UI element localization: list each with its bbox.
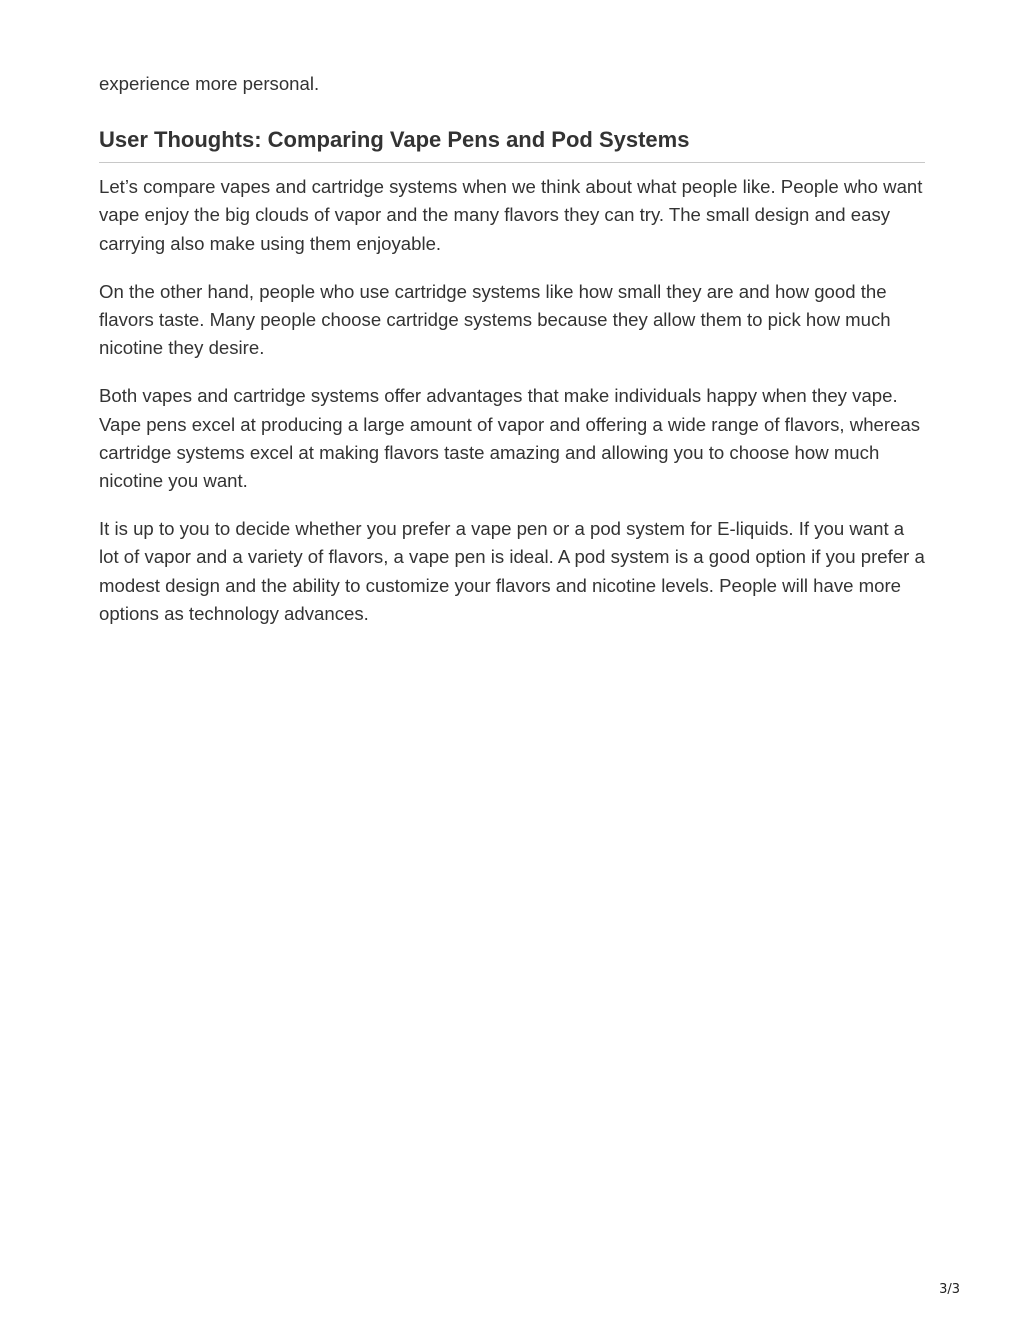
section-body: [99, 163, 925, 628]
document-page: [99, 70, 925, 648]
body-paragraph: Both vapes and cartridge systems offer advantages that make individuals happy when they vape. Vape pens excel at producing a large amount of vapor and offering a wide range of flavors, whereas cartridge systems excel at making flavors taste amazing and allowing you to choose how much nicotine you want.: [99, 385, 921, 492]
body-paragraph: On the other hand, people who use cartridge systems like how small they are and how good the flavors taste. Many people choose cartridge systems because they allow them to pick how much nicotine they desire.: [99, 280, 891, 359]
section-heading: User Thoughts: Comparing Vape Pens and Pod Systems: [99, 126, 925, 163]
body-paragraph: Let’s compare vapes and cartridge systems when we think about what people like. People who want vape enjoy the big clouds of vapor and the many flavors they can try. The small design and easy carrying also make using them enjoyable.: [99, 176, 923, 254]
body-paragraph: It is up to you to decide whether you prefer a vape pen or a pod system for E-liquids. If you want a lot of vapor and a variety of flavors, a vape pen is ideal. A pod system is a good option if you prefer a modest design and the ability to customize your flavors and nicotine levels. People will have more options as technology advances.: [99, 518, 925, 624]
page-number: 3/3: [939, 1282, 960, 1297]
intro-fragment: experience more personal.: [99, 73, 320, 94]
